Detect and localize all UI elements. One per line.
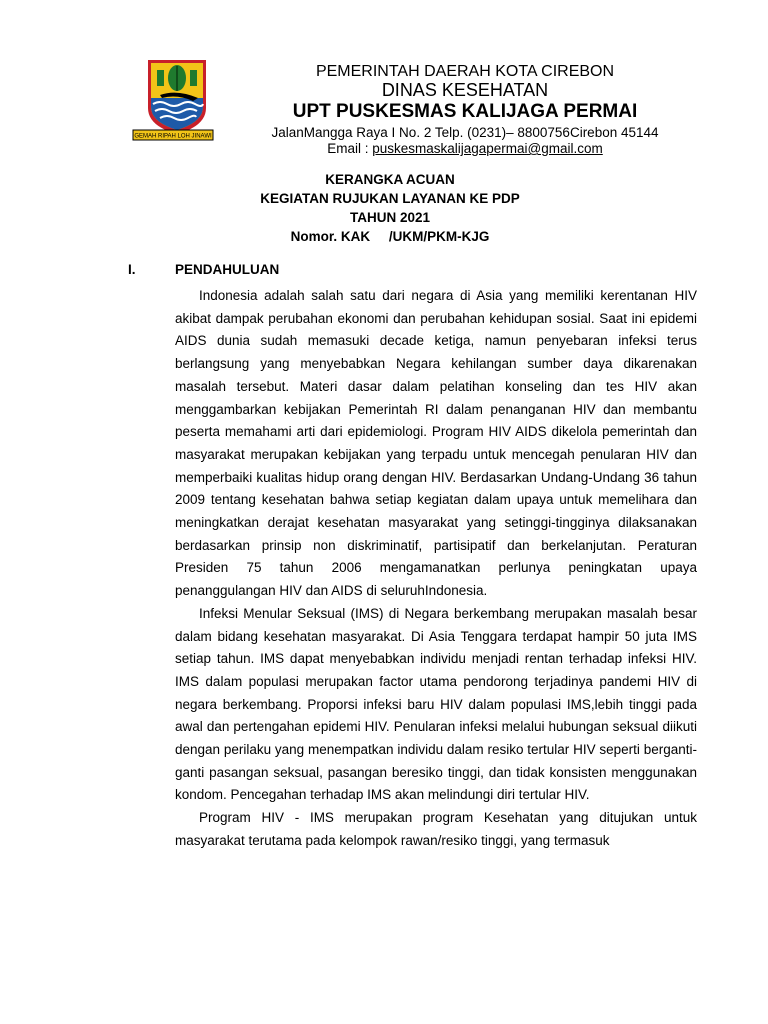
- government-name: PEMERINTAH DAERAH KOTA CIREBON: [315, 63, 615, 80]
- section-number: I.: [128, 262, 136, 277]
- email-line: [230, 141, 700, 157]
- paragraph-1: Indonesia adalah salah satu dari negara di Asia yang memiliki kerentanan HIV akibat dampak perubahan ekonomi dan perubahan kehidupan sosial. Saat ini epidemi AIDS dunia sudah memasuki decade ketiga, namun penyebaran infeksi terus berlangsung yang menyebabkan Negara kehilangan sumber daya dikarenakan masalah tersebut. Materi dasar dalam pelatihan konseling dan tes HIV akan menggambarkan kebijakan Pemerintah RI dalam penanganan HIV dan membantu peserta memahami arti dari epidemiologi. Program HIV AIDS dikelola pemerintah dan masyarakat merupakan kebijakan yang terpadu untuk mencegah penularan HIV dan memperbaiki kualitas hidup orang dengan HIV. Berdasarkan Undang-Undang 36 tahun 2009 tentang kesehatan bahwa setiap kegiatan dalam upaya untuk memelihara dan meningkatkan derajat kesehatan masyarakat yang setinggi-tingginya dilaksanakan berdasarkan prinsip non diskriminatif, partisipatif dan berkelanjutan. Peraturan Presiden 75 tahun 2006 mengamanatkan perlunya peningkatan upaya penanggulangan HIV dan AIDS di seluruhIndonesia.: [175, 288, 697, 599]
- address: JalanMangga Raya I No. 2 Telp. (0231)– 8800756Cirebon 45144: [271, 125, 659, 140]
- body-text: [175, 285, 697, 853]
- department-name: DINAS KESEHATAN: [381, 80, 549, 100]
- paragraph-3: Program HIV - IMS merupakan program Kesehatan yang ditujukan untuk masyarakat terutama pada kelompok rawan/resiko tinggi, yang termasuk: [175, 810, 697, 848]
- title-line-3: TAHUN 2021: [349, 210, 431, 225]
- title-line-4: Nomor. KAK /UKM/PKM-KJG: [290, 229, 490, 244]
- unit-name: UPT PUSKESMAS KALIJAGA PERMAI: [292, 101, 638, 122]
- pillar-right-icon: [190, 70, 197, 86]
- city-coat-of-arms-logo: [130, 58, 216, 148]
- email-label: Email :: [327, 141, 373, 156]
- email-link[interactable]: puskesmaskalijagapermai@gmail.com: [372, 141, 603, 156]
- pillar-left-icon: [157, 70, 164, 86]
- logo-motto: GEMAH RIPAH LOH JINAWI: [134, 133, 212, 140]
- title-line-1: KERANGKA ACUAN: [325, 172, 455, 187]
- section-title: PENDAHULUAN: [175, 262, 280, 277]
- document-title: [180, 170, 600, 246]
- paragraph-2: Infeksi Menular Seksual (IMS) di Negara berkembang merupakan masalah besar dalam bidang kesehatan masyarakat. Di Asia Tenggara terdapat hampir 50 juta IMS setiap tahun. IMS dapat menyebabkan individu menjadi rentan terhadap infeksi HIV. IMS dalam populasi merupakan factor utama pendorong terjadinya pandemi HIV di negara berkembang. Proporsi infeksi baru HIV dalam populasi IMS,lebih tinggi pada awal dan pertengahan epidemi HIV. Penularan infeksi melalui hubungan seksual diikuti dengan perilaku yang menempatkan individu dalam resiko tertular HIV seperti berganti-ganti pasangan seksual, pasangan beresiko tinggi, dan tidak konsisten menggunakan kondom. Pencegahan terhadap IMS akan melindungi diri tertular HIV.: [175, 605, 697, 803]
- letterhead: [230, 62, 700, 157]
- title-line-2: KEGIATAN RUJUKAN LAYANAN KE PDP: [260, 191, 520, 206]
